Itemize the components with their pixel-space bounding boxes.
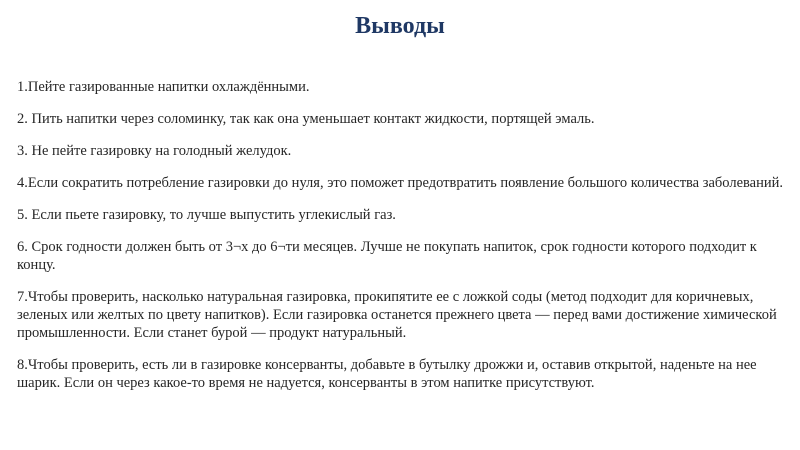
conclusion-item-8: 8.Чтобы проверить, есть ли в газировке консерванты, добавьте в бутылку дрожжи и, оставив открытой, наденьте на нее шарик. Если он через какое-то время не надуется, консерванты в этом напитке присутствуют. bbox=[17, 357, 757, 391]
conclusion-item-4: 4.Если сократить потребление газировки до нуля, это поможет предотвратить появление большого количества заболеваний. bbox=[17, 175, 784, 191]
conclusions-list bbox=[17, 78, 787, 406]
conclusion-item-3: 3. Не пейте газировку на голодный желудок. bbox=[17, 143, 292, 159]
conclusion-item-5: 5. Если пьете газировку, то лучше выпустить углекислый газ. bbox=[17, 207, 396, 223]
conclusion-item-6: 6. Срок годности должен быть от 3¬х до 6¬ти месяцев. Лучше не покупать напиток, срок годности которого подходит к концу. bbox=[17, 239, 757, 273]
conclusion-item-7: 7.Чтобы проверить, насколько натуральная газировка, прокипятите ее с ложкой соды (метод подходит для коричневых, зеленых или желтых по цвету напитков). Если газировка останется прежнего цвета — перед вами достижение химической промышленности. Если станет бурой — продукт натуральный. bbox=[17, 289, 777, 341]
conclusion-item-2: 2. Пить напитки через соломинку, так как она уменьшает контакт жидкости, портящей эмаль. bbox=[17, 111, 595, 127]
slide-title: Выводы bbox=[355, 13, 445, 39]
conclusion-item-1: 1.Пейте газированные напитки охлаждёнными. bbox=[17, 79, 310, 95]
